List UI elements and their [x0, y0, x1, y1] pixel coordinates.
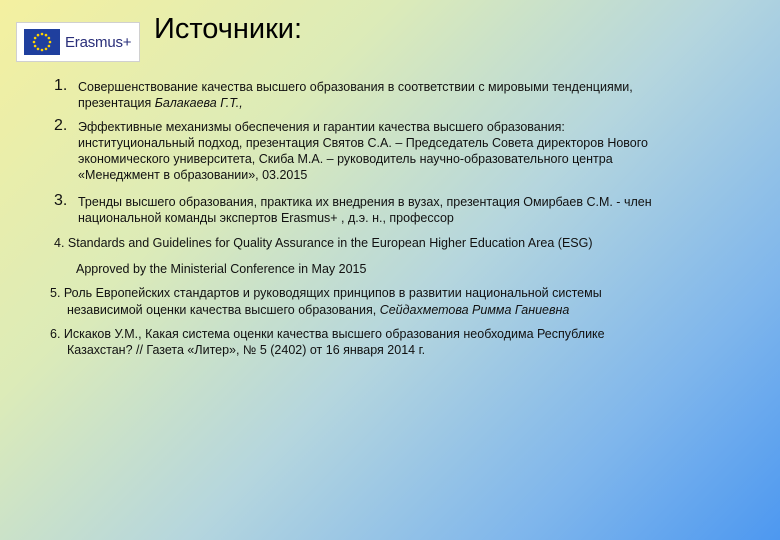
item-text: 5. Роль Европейских стандартов и руководящих принципов в развитии национальной системы: [50, 286, 602, 300]
item-text: Эффективные механизмы обеспечения и гарантии качества высшего образования:: [78, 120, 565, 134]
item-text: 4. Standards and Guidelines for Quality Assurance in the European Higher Education Area (ESG): [54, 236, 593, 250]
erasmus-logo: [16, 22, 140, 62]
logo-text: Erasmus+: [65, 33, 132, 51]
eu-flag-icon: [24, 29, 60, 55]
item-text: независимой оценки качества высшего образования, Сейдахметова Римма Ганиевна: [67, 303, 570, 317]
item-text: Казахстан? // Газета «Литер», № 5 (2402) от 16 января 2014 г.: [67, 343, 426, 357]
item-text: Тренды высшего образования, практика их внедрения в вузах, презентация Омирбаев С.М. - член: [78, 195, 652, 209]
item-text: Совершенствование качества высшего образования в соответствии с мировыми тенденциями,: [78, 80, 633, 94]
item-number: 2.: [54, 117, 68, 134]
item-text: Approved by the Ministerial Conference in May 2015: [76, 262, 367, 276]
item-text: институциональный подход, презентация Святов С.А. – Председатель Совета директоров Нового: [78, 136, 648, 150]
item-text: экономического университета, Скиба М.А. – руководитель научно-образовательного центра: [78, 152, 613, 166]
item-number: 1.: [54, 77, 68, 94]
item-text: 6. Искаков У.М., Какая система оценки качества высшего образования необходима Республике: [50, 327, 605, 341]
item-text: «Менеджмент в образовании», 03.2015: [78, 168, 308, 182]
item-number: 3.: [54, 192, 68, 209]
item-text: национальной команды экспертов Erasmus+ , д.э. н., профессор: [78, 211, 454, 225]
item-text: презентация Балакаева Г.Т.,: [78, 96, 243, 110]
page-title: Источники:: [154, 13, 303, 45]
